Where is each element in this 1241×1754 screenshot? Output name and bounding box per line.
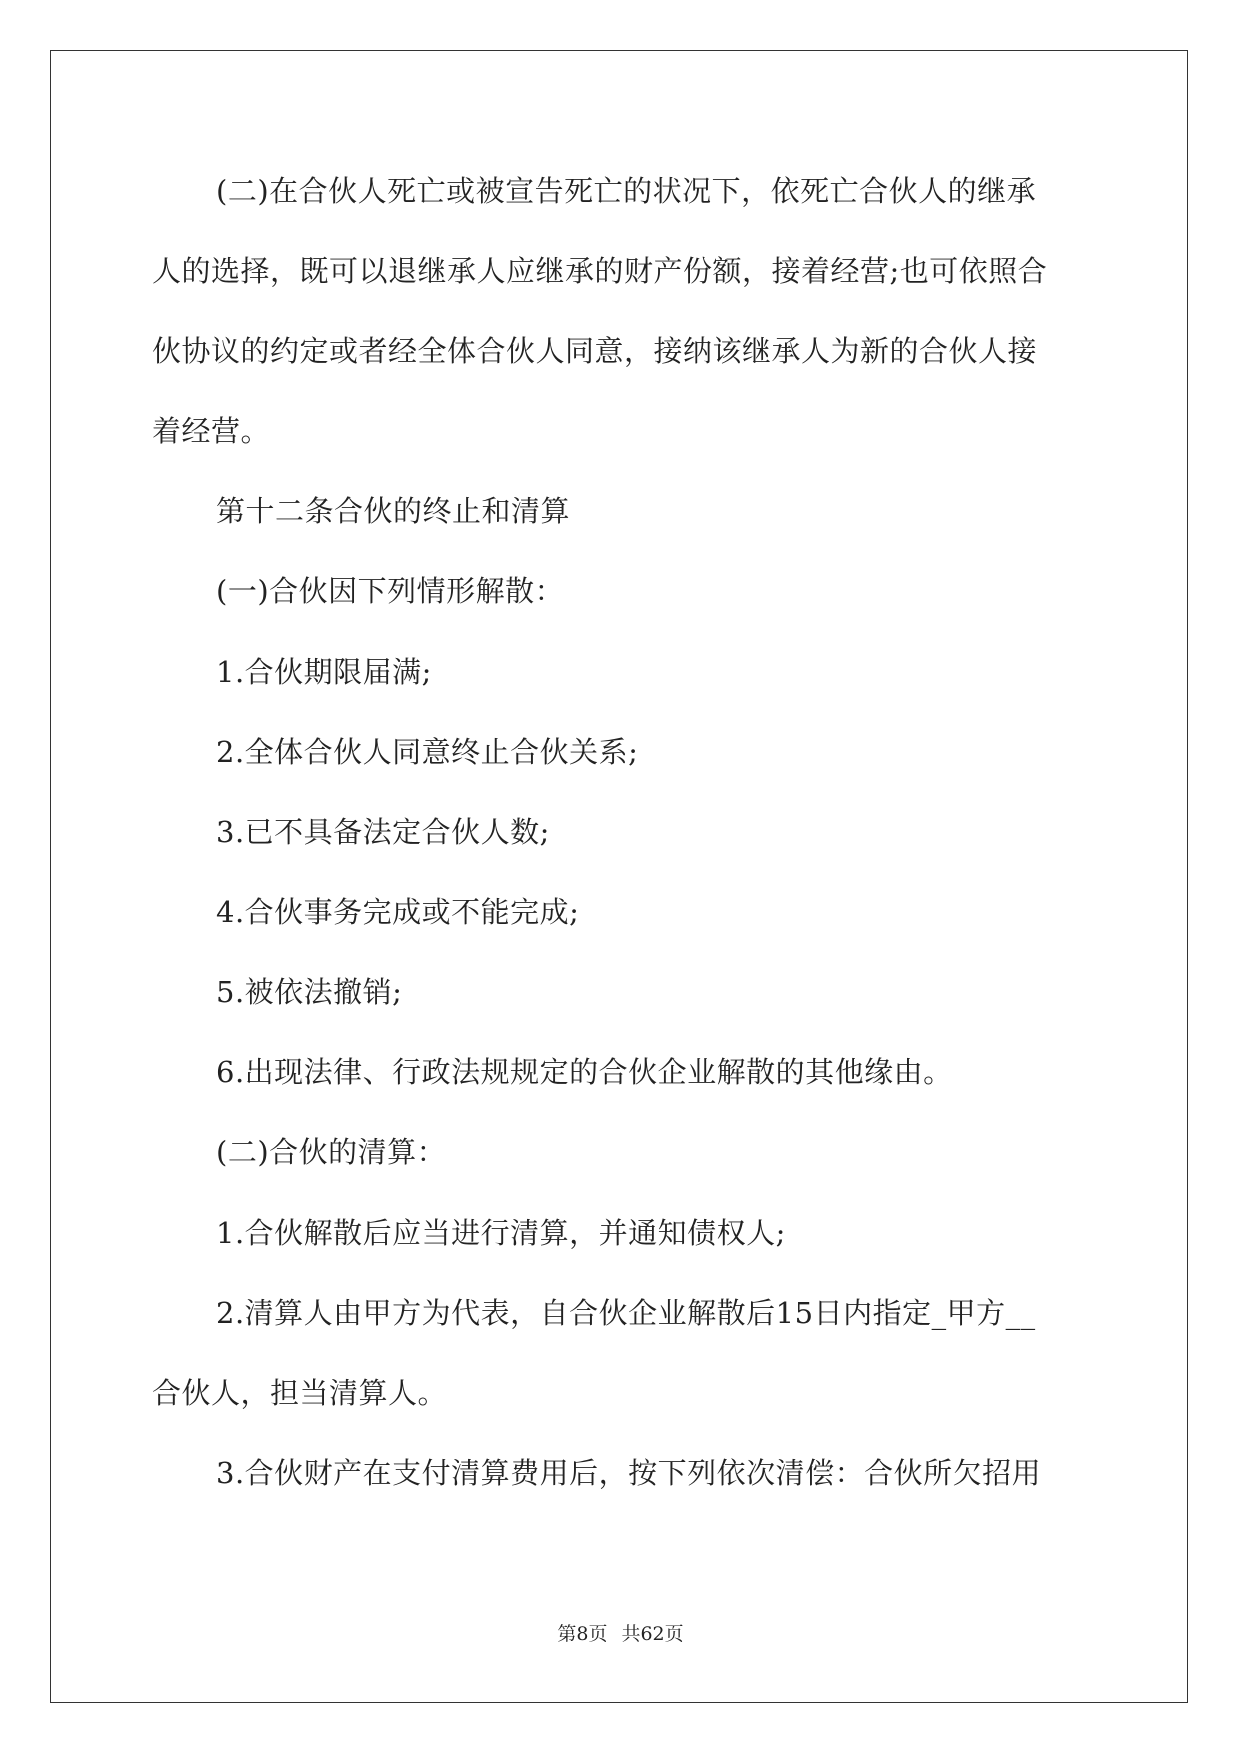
list-item: 4.合伙事务完成或不能完成;	[216, 895, 580, 929]
paragraph-line: 伙协议的约定或者经全体合伙人同意，接纳该继承人为新的合伙人接	[152, 334, 1038, 368]
page-footer	[0, 1622, 1241, 1646]
section-heading: 第十二条合伙的终止和清算	[216, 494, 571, 528]
paragraph-line: (一)合伙因下列情形解散：	[216, 574, 565, 608]
list-item: 2.清算人由甲方为代表，自合伙企业解散后15日内指定_甲方__	[216, 1296, 1036, 1330]
list-item: 3.合伙财产在支付清算费用后，按下列依次清偿：合伙所欠招用	[216, 1456, 1042, 1490]
paragraph-line: 着经营。	[152, 414, 271, 448]
list-item: 6.出现法律、行政法规规定的合伙企业解散的其他缘由。	[216, 1055, 953, 1089]
paragraph-line: 人的选择，既可以退继承人应继承的财产份额，接着经营;也可依照合	[152, 254, 1048, 288]
page-number: 第8页	[557, 1623, 608, 1645]
paragraph-line: 合伙人，担当清算人。	[152, 1376, 448, 1410]
paragraph-line: (二)合伙的清算：	[216, 1135, 447, 1169]
list-item: 5.被依法撤销;	[216, 975, 403, 1009]
list-item: 3.已不具备法定合伙人数;	[216, 815, 550, 849]
page-total: 共62页	[621, 1623, 684, 1645]
paragraph-line: (二)在合伙人死亡或被宣告死亡的状况下，依死亡合伙人的继承	[216, 174, 1037, 208]
list-item: 2.全体合伙人同意终止合伙关系;	[216, 735, 639, 769]
list-item: 1.合伙解散后应当进行清算，并通知债权人;	[216, 1216, 786, 1250]
list-item: 1.合伙期限届满;	[216, 655, 432, 689]
